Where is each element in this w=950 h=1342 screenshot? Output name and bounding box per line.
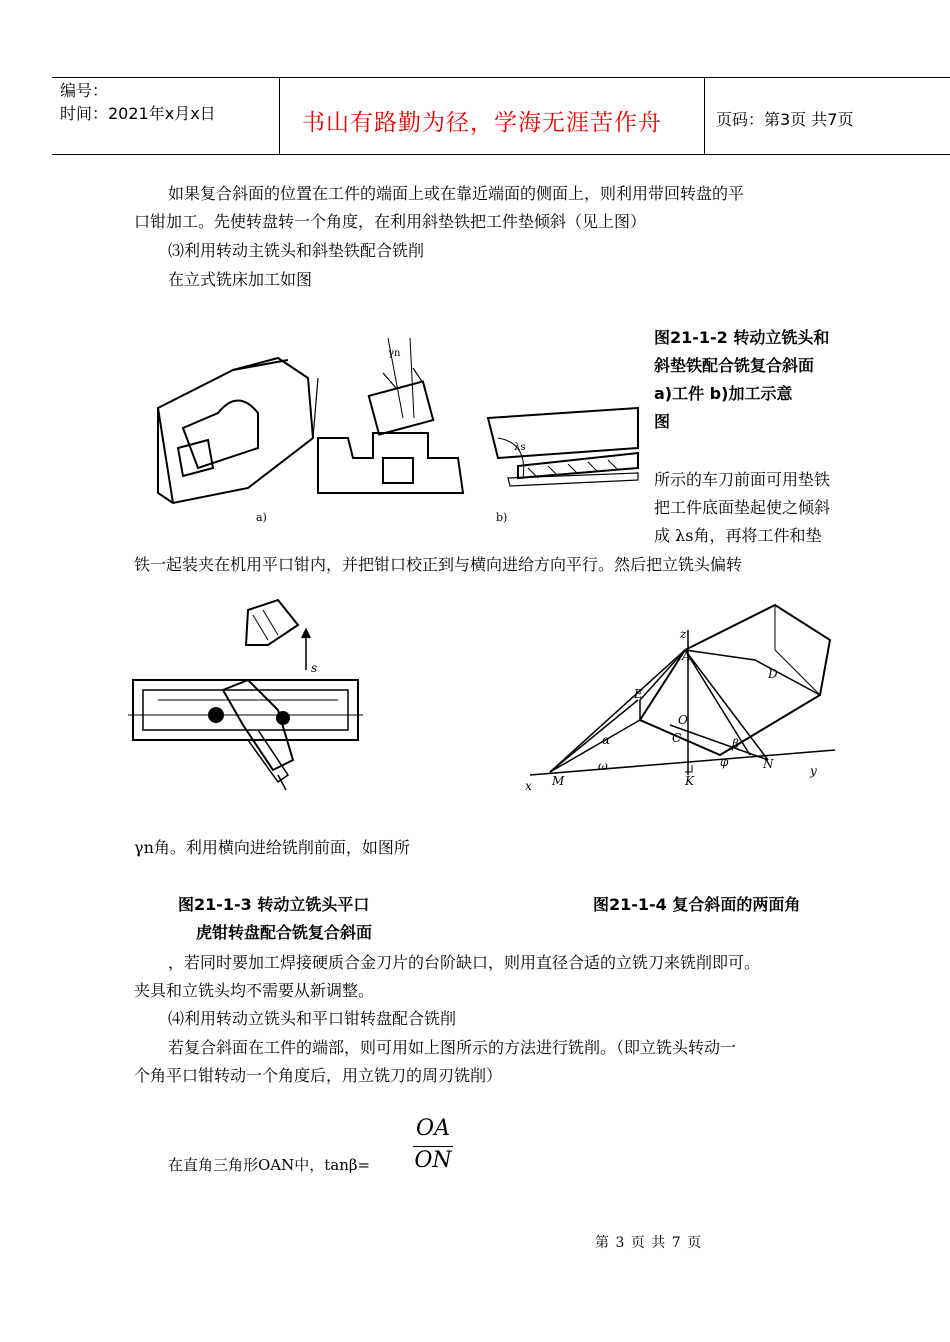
fig4-label-O: O (678, 713, 688, 727)
paragraph-3: 在立式铣床加工如图 (168, 270, 313, 289)
fig4-label-y: y (810, 764, 817, 778)
fig3-caption-line-1: 图21-1-3 转动立铣头平口 (178, 895, 370, 914)
fig4-label-K: K (685, 774, 694, 788)
header-page-label: 页码：第3页 共7页 (716, 110, 854, 129)
fig4-label-omega: ω (598, 759, 608, 773)
fig4-label-phi: φ (720, 755, 729, 769)
fig4-caption: 图21-1-4 复合斜面的两面角 (593, 895, 801, 914)
fig2-caption-line-1: 图21-1-2 转动立铣头和 (654, 328, 830, 347)
formula-denominator: ON (414, 1148, 452, 1173)
fig4-label-x: x (525, 779, 532, 793)
fig2-label-gamma-n: γn (388, 348, 401, 359)
paragraph-4-line-2: 夹具和立铣头均不需要从新调整。 (134, 981, 375, 1000)
header-time-label: 时间：2021年x月x日 (60, 104, 216, 123)
side-text-line-3: 成 λs角，再将工件和垫 (654, 526, 822, 545)
formula-fraction-bar (413, 1146, 453, 1147)
side-text-line-1: 所示的车刀前面可用垫铁 (654, 470, 831, 489)
fig2-caption-line-4: 图 (654, 412, 671, 431)
fig3-label-s: s (311, 661, 318, 675)
paragraph-6-line-2: 个角平口钳转动一个角度后，用立铣刀的周刃铣削） (134, 1066, 503, 1085)
fig2-label-b: b) (496, 511, 508, 524)
paragraph-6-line-1: 若复合斜面在工件的端部，则可用如上图所示的方法进行铣削。（即立铣头转动一 (168, 1038, 737, 1057)
paragraph-2: ⑶利用转动主铣头和斜垫铁配合铣削 (168, 241, 425, 260)
header-top-rule (52, 77, 950, 78)
page-footer: 第 3 页 共 7 页 (595, 1235, 703, 1251)
paragraph-1-line-2: 口钳加工。先使转盘转一个角度，在利用斜垫铁把工件垫倾斜（见上图） (134, 212, 647, 231)
fig3-caption-line-2: 虎钳转盘配合铣复合斜面 (196, 923, 373, 942)
header-number-label: 编号： (60, 81, 109, 100)
paragraph-5: ⑷利用转动立铣头和平口钳转盘配合铣削 (168, 1009, 457, 1028)
fig4-label-A: A (682, 649, 691, 663)
fig4-label-beta: β (732, 737, 739, 751)
header-divider-left (279, 77, 280, 155)
fig2-caption-line-2: 斜垫铁配合铣复合斜面 (654, 356, 815, 375)
formula-numerator: OA (416, 1116, 450, 1141)
fig2-label-a: a) (256, 511, 267, 524)
fig2-label-lambda-s: λs (514, 442, 526, 453)
header-bottom-rule (52, 154, 950, 155)
full-width-line: 铁一起装夹在机用平口钳内，并把钳口校正到与横向进给方向平行。然后把立铣头偏转 (134, 555, 743, 574)
paragraph-4-line-1: ，若同时要加工焊接硬质合金刀片的台阶缺口，则用直径合适的立铣刀来铣削即可。 (168, 953, 761, 972)
fig2-caption-line-3: a)工件 b)加工示意 (654, 384, 793, 403)
fig4-label-D: D (768, 667, 778, 681)
figure-21-1-2 (138, 318, 648, 538)
fig4-label-M: M (552, 774, 565, 788)
fig4-label-z: z (680, 627, 687, 641)
fig4-label-alpha: α (602, 733, 611, 747)
rn-line: γn角。利用横向进给铣削前面，如图所 (134, 838, 410, 857)
figure-21-1-3 (128, 590, 368, 795)
fig4-label-E: E (634, 687, 643, 701)
formula-text: 在直角三角形OAN中，tanβ= (168, 1156, 371, 1174)
fig4-label-N: N (763, 757, 774, 771)
paragraph-1-line-1: 如果复合斜面的位置在工件的端面上或在靠近端面的侧面上，则利用带回转盘的平 (168, 184, 745, 203)
header-motto: 书山有路勤为径，学海无涯苦作舟 (302, 110, 662, 136)
figure-21-1-4 (520, 600, 840, 800)
fig4-label-C: C (672, 731, 682, 745)
side-text-line-2: 把工件底面垫起使之倾斜 (654, 498, 831, 517)
header-divider-right (704, 77, 705, 155)
